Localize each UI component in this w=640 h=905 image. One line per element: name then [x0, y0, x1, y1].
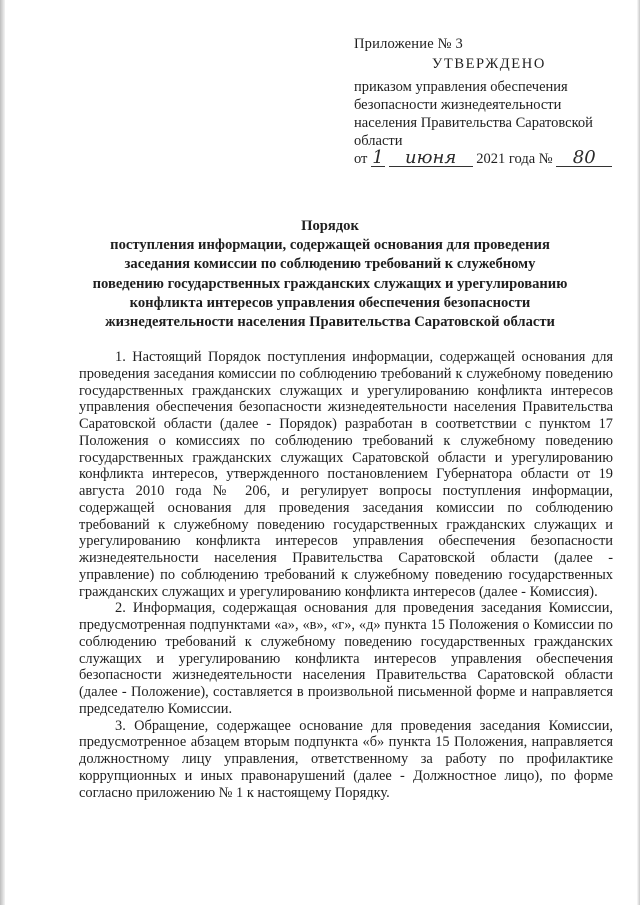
date-year: 2021 года №	[476, 151, 553, 167]
scan-left-edge	[0, 0, 5, 905]
approved-label: УТВЕРЖДЕНО	[432, 56, 546, 72]
title-line: заседания комиссии по соблюдению требований к служебному	[124, 256, 536, 273]
title-line: конфликта интересов управления обеспечения безопасности	[129, 294, 531, 311]
title-line: поступления информации, содержащей основания для проведения	[110, 237, 550, 254]
date-prefix: от	[354, 151, 368, 167]
order-date-line	[354, 147, 614, 168]
title-line: жизнедеятельности населения Правительства Саратовской области	[105, 314, 555, 331]
order-number: 80	[556, 150, 612, 167]
date-day: 1	[372, 147, 384, 168]
date-month: июня	[389, 150, 473, 167]
paragraph-3: 3. Обращение, содержащее основание для проведения заседания Комиссии, предусмотренное абзацем вторым подпункта «б» пункта 15 Положения, направляется должностному лицу управления, ответственному за работу по профилактике коррупционных и иных правонарушений (далее - Должностное лицо), по форме согласно приложению № 1 к настоящему Порядку.	[79, 717, 613, 801]
document-title	[60, 217, 600, 332]
title-line: поведению государственных гражданских служащих и урегулированию	[92, 275, 568, 292]
order-reference: приказом управления обеспечения безопасности жизнедеятельности населения Правительства Саратовской области	[354, 79, 593, 149]
document-body	[79, 349, 613, 801]
paragraph-2: 2. Информация, содержащая основания для проведения заседания Комиссии, предусмотренная подпунктами «а», «в», «г», «д» пункта 15 Положения о Комиссии по соблюдению требований к служебному поведению государственных гражданских служащих и урегулированию конфликта интересов управления обеспечения безопасности жизнедеятельности населения Правительства Саратовской области (далее - Положение), составляется в произвольной письменной форме и направляется председателю Комиссии.	[79, 600, 613, 717]
annex-label: Приложение № 3	[354, 36, 463, 52]
title-line: Порядок	[301, 218, 359, 234]
paragraph-1: 1. Настоящий Порядок поступления информации, содержащей основания для проведения заседания комиссии по соблюдению требований к служебному поведению государственных гражданских служащих и урегулированию конфликта интересов управления обеспечения безопасности жизнедеятельности населения Правительства Саратовской области (далее - Порядок) разработан в соответствии с пунктом 17 Положения о комиссиях по соблюдению требований к служебному поведению государственных гражданских служащих Саратовской области и урегулированию конфликта интересов, утвержденного постановлением Губернатора области от 19 августа 2010 года № 206, и регулирует вопросы поступления информации, содержащей основания для проведения заседания комиссии по соблюдению требований к служебному поведению государственных гражданских служащих и урегулированию конфликта интересов управления обеспечения безопасности жизнедеятельности населения Правительства Саратовской области (далее - управление) по соблюдению требований к служебному поведению государственных гражданских служащих и урегулированию конфликта интересов (далее - Комиссия).	[79, 349, 613, 600]
